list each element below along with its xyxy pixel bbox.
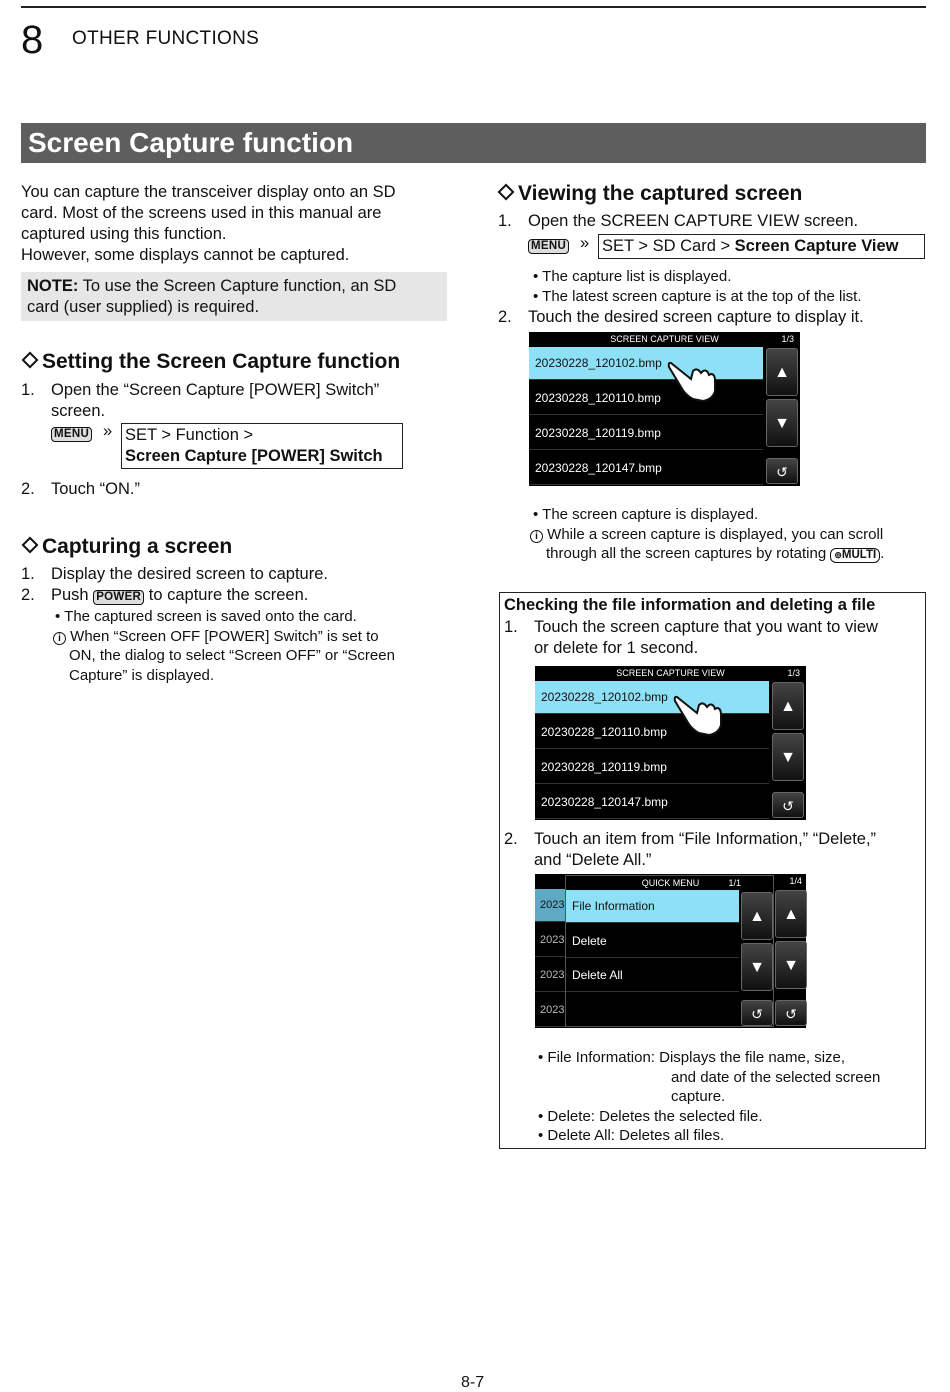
menu-key-icon: MENU: [51, 424, 92, 442]
menu-path-box: SET > SD Card > Screen Capture View: [598, 234, 925, 259]
list-item[interactable]: 20230228_120119.bmp: [535, 751, 769, 784]
quick-menu-screenshot: 1/4 2023 2023 2023 2023 ▲ ▼ ↺ QUICK MENU 1/1 File Information Delete Delete All ▲ ▼ ↺: [535, 874, 806, 1028]
note-box: NOTE: To use the Screen Capture function, an SD card (user supplied) is required.: [21, 272, 447, 321]
box-step-1: 1. Touch the screen capture that you want to view or delete for 1 second.: [504, 618, 878, 657]
scroll-down-button[interactable]: ▼: [741, 943, 773, 991]
viewing-bullets: • The capture list is displayed. • The latest screen capture is at the top of the list.: [533, 268, 862, 305]
screen-capture-view-screenshot: SCREEN CAPTURE VIEW 1/3 20230228_120102.bmp 20230228_120110.bmp 20230228_120119.bmp 20230228_120147.bmp ▲ ▼ ↺: [529, 332, 800, 486]
arrow-icon: »: [580, 234, 590, 252]
note-label: NOTE:: [27, 277, 79, 295]
list-item[interactable]: 20230228_120147.bmp: [535, 786, 769, 819]
diamond-icon: [22, 352, 39, 369]
menu-item-delete[interactable]: Delete: [566, 925, 739, 958]
touch-hand-icon: [667, 357, 721, 403]
capturing-heading: Capturing a screen: [21, 534, 232, 560]
setting-heading: Setting the Screen Capture function: [21, 349, 400, 375]
list-item[interactable]: 20230228_120102.bmp: [529, 347, 763, 380]
diamond-icon: [22, 537, 39, 554]
list-item[interactable]: 20230228_120147.bmp: [529, 452, 763, 485]
box-bullets: • File Information: Displays the file name, size, and date of the selected screen capture. • Delete: Deletes the selected file. • Delete All: Deletes all files.: [538, 1049, 881, 1144]
viewing-step-1: 1. Open the SCREEN CAPTURE VIEW screen.: [498, 212, 859, 230]
list-item[interactable]: 20230228_120119.bmp: [529, 417, 763, 450]
intro-paragraph: You can capture the transceiver display onto an SD card. Most of the screens used in this manual are captured using this function. However, some displays cannot be captured.: [21, 183, 396, 264]
chapter-title: OTHER FUNCTIONS: [72, 28, 260, 49]
section-title: Screen Capture function: [28, 127, 354, 158]
menu-item-delete-all[interactable]: Delete All: [566, 959, 739, 992]
menu-path-box: SET > Function > Screen Capture [POWER] Switch: [121, 423, 403, 469]
viewing-step-2: 2. Touch the desired screen capture to display it.: [498, 308, 864, 326]
scroll-down-button[interactable]: ▼: [772, 733, 804, 781]
arrow-icon: »: [103, 422, 113, 440]
chapter-number: 8: [21, 18, 44, 62]
setting-step-1: 1. Open the “Screen Capture [POWER] Switch” screen.: [21, 381, 380, 420]
viewing-heading: Viewing the captured screen: [497, 181, 802, 207]
scroll-up-button[interactable]: ▲: [741, 892, 773, 940]
scroll-up-button[interactable]: ▲: [766, 348, 798, 396]
header-rule: [21, 6, 926, 8]
scroll-down-button[interactable]: ▼: [775, 941, 807, 989]
diamond-icon: [498, 184, 515, 201]
info-icon: i: [53, 632, 66, 645]
back-button[interactable]: ↺: [766, 458, 798, 484]
scroll-down-button[interactable]: ▼: [766, 399, 798, 447]
touch-hand-icon: [673, 691, 727, 737]
box-title: Checking the file information and deleting a file: [504, 596, 876, 614]
list-item[interactable]: 20230228_120110.bmp: [535, 716, 769, 749]
capturing-steps: 1. Display the desired screen to capture. 2. Push POWER to capture the screen.: [21, 565, 328, 604]
menu-item-file-information[interactable]: File Information: [566, 890, 739, 923]
back-button[interactable]: ↺: [772, 792, 804, 818]
setting-step-2: 2. Touch “ON.”: [21, 480, 140, 498]
page-number: 8-7: [461, 1374, 485, 1391]
multi-dial-icon: ⊚MULTI: [830, 548, 880, 563]
list-item[interactable]: 20230228_120110.bmp: [529, 382, 763, 415]
viewing-notes: • The screen capture is displayed. i While a screen capture is displayed, you can scroll through all the screen captures by rotating ⊚MULTI .: [533, 505, 933, 564]
screen-capture-view-screenshot: SCREEN CAPTURE VIEW 1/3 20230228_120102.bmp 20230228_120110.bmp 20230228_120119.bmp 20230228_120147.bmp ▲ ▼ ↺: [535, 666, 806, 820]
info-icon: i: [530, 530, 543, 543]
capturing-notes: • The captured screen is saved onto the card. i When “Screen OFF [POWER] Switch” is set to ON, the dialog to select “Screen OFF” or “Screen Capture” is displayed.: [55, 608, 395, 684]
menu-key-icon: MENU: [528, 236, 569, 254]
back-button[interactable]: ↺: [741, 1000, 773, 1026]
list-item[interactable]: 20230228_120102.bmp: [535, 681, 769, 714]
back-button[interactable]: ↺: [775, 1000, 807, 1026]
power-key-icon: POWER: [93, 590, 144, 605]
scroll-up-button[interactable]: ▲: [775, 890, 807, 938]
scroll-up-button[interactable]: ▲: [772, 682, 804, 730]
quick-menu-popup: QUICK MENU 1/1 File Information Delete Delete All ▲ ▼ ↺: [565, 875, 774, 1027]
box-step-2: 2. Touch an item from “File Information,” “Delete,” and “Delete All.”: [504, 830, 877, 869]
